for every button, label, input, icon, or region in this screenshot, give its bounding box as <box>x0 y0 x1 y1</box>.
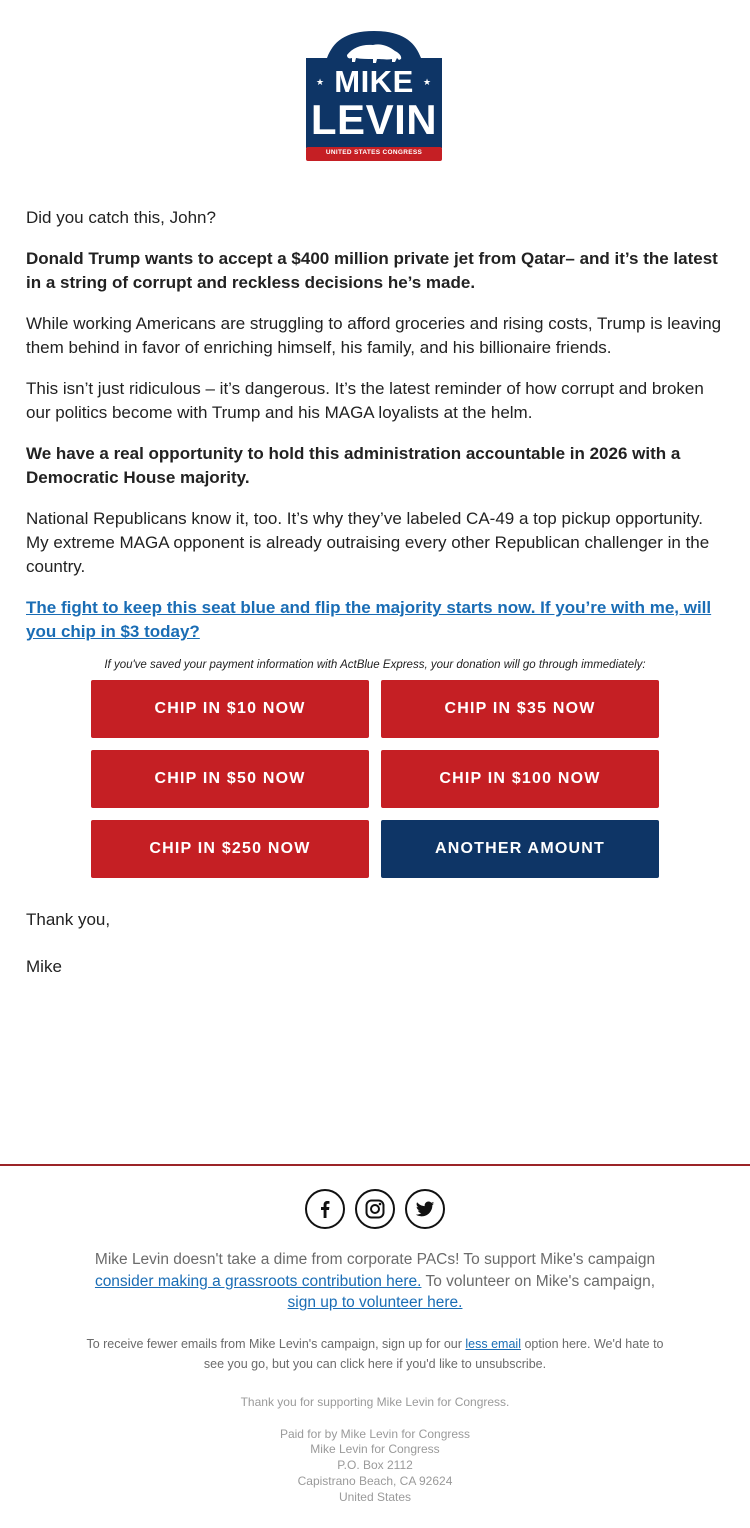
footer <box>0 1164 750 1505</box>
star-icon: ★ <box>423 77 432 87</box>
donate-cta-link[interactable]: The fight to keep this seat blue and flip the majority starts now. If you’re with me, will you chip in $3 today? <box>26 598 712 641</box>
actblue-note: If you've saved your payment information with ActBlue Express, your donation will go through immediately: <box>104 659 646 671</box>
donation-buttons <box>91 680 659 878</box>
signoff-thanks: Thank you, <box>26 910 111 929</box>
address-line: Paid for by Mike Levin for Congress <box>279 1426 471 1441</box>
chip-in-250-button[interactable]: CHIP IN $250 NOW <box>91 820 369 878</box>
paid-for-address <box>0 1427 750 1506</box>
paragraph-bold-1: Donald Trump wants to accept a $400 million private jet from Qatar– and it’s the latest in a string of corrupt and reckless decisions he’s made. <box>26 249 718 292</box>
fewer-emails-text: To receive fewer emails from Mike Levin's campaign, sign up for our <box>86 1336 466 1351</box>
footer-thanks: Thank you for supporting Mike Levin for Congress. <box>240 1394 510 1409</box>
paragraph-3: This isn’t just ridiculous – it’s dangerous. It’s the latest reminder of how corrupt and broken our politics become with Trump and his MAGA loyalists at the helm. <box>26 379 704 422</box>
less-email-link[interactable]: less email <box>465 1336 521 1351</box>
campaign-logo <box>303 28 445 162</box>
logo-subtitle: UNITED STATES CONGRESS <box>325 149 423 156</box>
pac-statement <box>80 1249 670 1314</box>
unsubscribe-text: option here. We'd hate to see you go, but you can click here if you'd like to unsubscribe. <box>203 1336 664 1371</box>
signoff <box>0 908 750 979</box>
paragraph-2: While working Americans are struggling to afford groceries and rising costs, Trump is leaving them behind in favor of enriching himself, his family, and his billionaire friends. <box>26 314 722 357</box>
volunteer-text: To volunteer on Mike's campaign, <box>421 1272 656 1290</box>
facebook-icon[interactable] <box>305 1189 345 1229</box>
grassroots-contribution-link[interactable]: consider making a grassroots contribution here. <box>94 1272 422 1290</box>
star-icon: ★ <box>316 77 325 87</box>
instagram-icon[interactable] <box>355 1189 395 1229</box>
header <box>0 0 750 190</box>
email-preferences <box>75 1334 675 1374</box>
another-amount-button[interactable]: ANOTHER AMOUNT <box>381 820 659 878</box>
address-line: Capistrano Beach, CA 92624 <box>297 1473 453 1488</box>
signoff-name: Mike <box>26 957 62 976</box>
chip-in-50-button[interactable]: CHIP IN $50 NOW <box>91 750 369 808</box>
logo-first-name: MIKE <box>334 64 414 99</box>
volunteer-link[interactable]: sign up to volunteer here. <box>287 1294 463 1311</box>
greeting: Did you catch this, John? <box>26 208 216 227</box>
chip-in-10-button[interactable]: CHIP IN $10 NOW <box>91 680 369 738</box>
address-line: P.O. Box 2112 <box>337 1458 413 1473</box>
chip-in-100-button[interactable]: CHIP IN $100 NOW <box>381 750 659 808</box>
pac-text: Mike Levin doesn't take a dime from corporate PACs! To support Mike's campaign <box>94 1251 656 1268</box>
chip-in-35-button[interactable]: CHIP IN $35 NOW <box>381 680 659 738</box>
social-links <box>0 1189 750 1229</box>
paragraph-5: National Republicans know it, too. It’s why they’ve labeled CA-49 a top pickup opportunity. My extreme MAGA opponent is already outraising every other Republican challenger in the country. <box>26 509 710 576</box>
paragraph-bold-4: We have a real opportunity to hold this administration accountable in 2026 with a Democratic House majority. <box>26 444 681 487</box>
logo-last-name: LEVIN <box>310 96 438 143</box>
twitter-icon[interactable] <box>405 1189 445 1229</box>
address-line: United States <box>338 1489 412 1504</box>
email-body <box>0 206 750 644</box>
address-line: Mike Levin for Congress <box>310 1442 440 1457</box>
